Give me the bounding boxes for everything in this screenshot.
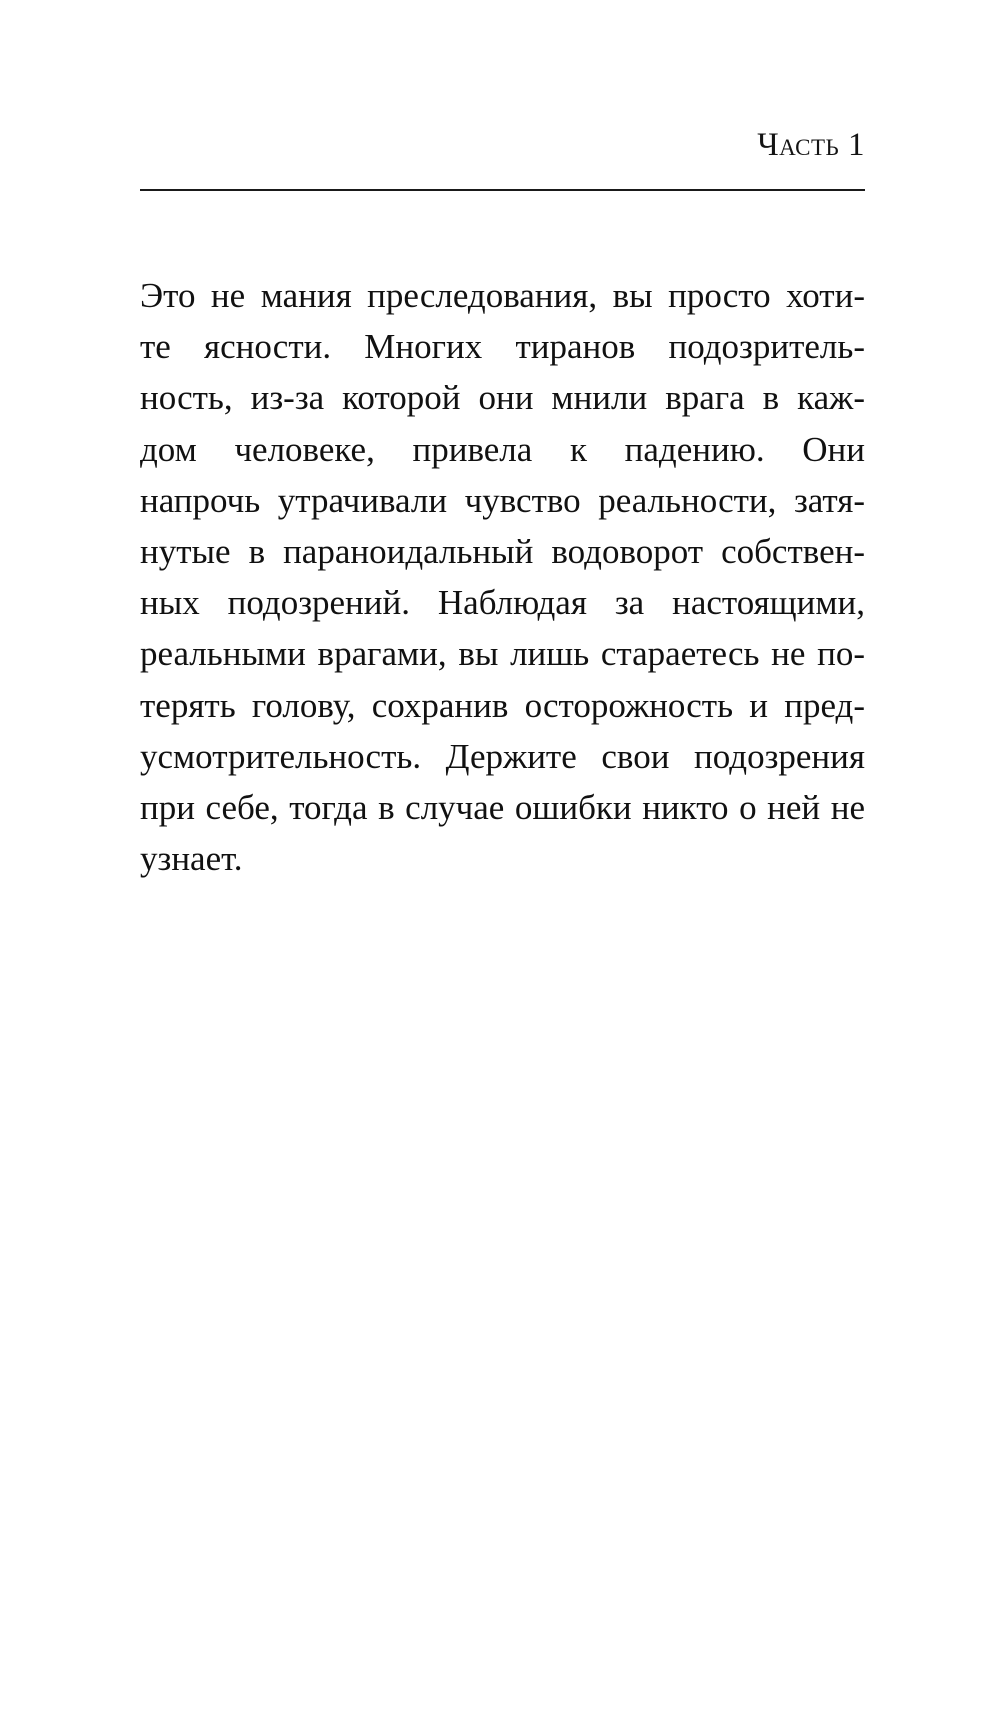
text-line: узнает. — [140, 839, 243, 879]
text-line: при себе, тогда в случае ошибки никто о ней не — [140, 787, 865, 827]
running-header: Часть 1 — [757, 127, 865, 163]
text-line: те ясности. Многих тиранов подозритель- — [140, 327, 865, 367]
text-line: нутые в параноидальный водоворот собствен- — [140, 531, 865, 571]
text-line: напрочь утрачивали чувство реальности, затя- — [140, 480, 865, 520]
text-line: усмотрительность. Держите свои подозрения — [140, 736, 865, 776]
text-line: ность, из-за которой они мнили врага в каж- — [140, 378, 865, 418]
header-rule — [140, 189, 865, 191]
text-line: Это не мания преследования, вы просто хоти- — [140, 276, 865, 315]
body-paragraph — [140, 270, 865, 884]
text-line: реальными врагами, вы лишь стараетесь не по- — [140, 634, 865, 674]
text-line: терять голову, сохранив осторожность и пред- — [140, 685, 865, 725]
text-line: дом человеке, привела к падению. Они — [140, 429, 865, 469]
text-line: ных подозрений. Наблюдая за настоящими, — [140, 583, 865, 623]
